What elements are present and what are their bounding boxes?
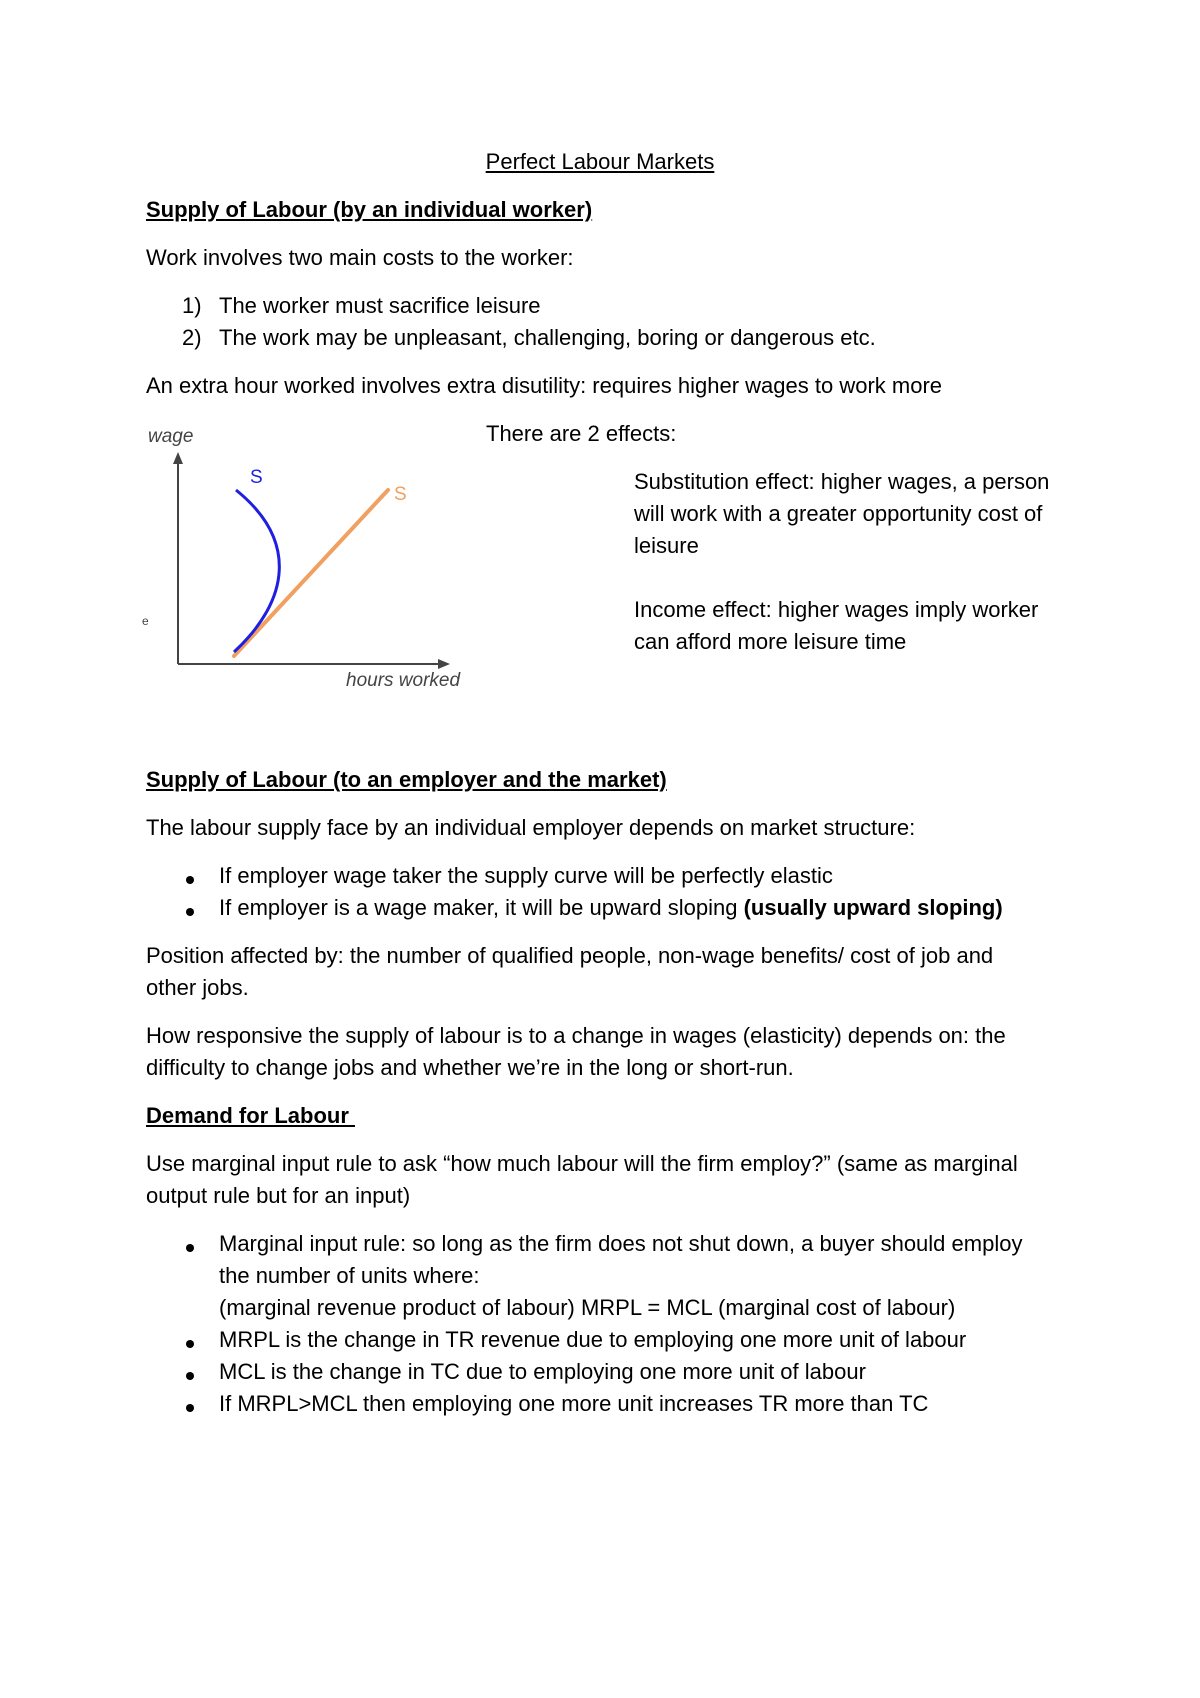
bullet-icon: [186, 908, 194, 916]
list-item-text: the number of units where:: [219, 1263, 480, 1288]
list-number: 2): [182, 325, 202, 350]
substitution-effect-line: Substitution effect: higher wages, a person: [634, 469, 1050, 494]
bullet-icon: [186, 1244, 194, 1252]
bullet-icon: [186, 1372, 194, 1380]
supply-curve-upward: [234, 490, 388, 656]
list-item: [182, 322, 202, 354]
bullet-icon: [186, 1340, 194, 1348]
income-effect-line: can afford more leisure time: [634, 629, 907, 654]
income-effect-line: Income effect: higher wages imply worker: [634, 597, 1039, 622]
curve-label-blue: S: [250, 467, 263, 488]
paragraph-position: Position affected by: the number of qualified people, non-wage benefits/ cost of job and: [146, 943, 994, 968]
x-axis-arrow: [438, 659, 450, 669]
list-item-text: MRPL is the change in TR revenue due to employing one more unit of labour: [219, 1327, 967, 1352]
paragraph-disutility: An extra hour worked involves extra disutility: requires higher wages to work more: [146, 373, 943, 398]
bullet-icon: [186, 876, 194, 884]
paragraph-costs-intro: Work involves two main costs to the worker:: [146, 245, 574, 270]
section-heading-market-supply: Supply of Labour (to an employer and the market): [146, 767, 667, 792]
effects-intro: There are 2 effects:: [486, 421, 677, 446]
list-number: 1): [182, 293, 202, 318]
stray-mark: e: [142, 614, 149, 628]
paragraph-marginal-input: Use marginal input rule to ask “how much labour will the firm employ?” (same as marginal: [146, 1151, 1018, 1176]
paragraph-elasticity: How responsive the supply of labour is to a change in wages (elasticity) depends on: the: [146, 1023, 1006, 1048]
list-item-text: If employer wage taker the supply curve will be perfectly elastic: [219, 863, 833, 888]
bullet-icon: [186, 1404, 194, 1412]
list-item-text: The work may be unpleasant, challenging, boring or dangerous etc.: [219, 325, 876, 350]
y-axis-arrow: [173, 452, 183, 464]
substitution-effect-line: leisure: [634, 533, 699, 558]
list-item-text: (marginal revenue product of labour) MRPL = MCL (marginal cost of labour): [219, 1295, 956, 1320]
paragraph-position: other jobs.: [146, 975, 249, 1000]
section-heading-individual-supply: Supply of Labour (by an individual worker): [146, 197, 593, 222]
labour-supply-chart: [140, 420, 480, 700]
section-heading-demand: Demand for Labour: [146, 1103, 356, 1128]
list-item: [219, 860, 833, 892]
list-item: [219, 892, 1003, 924]
list-item-text: MCL is the change in TC due to employing one more unit of labour: [219, 1359, 866, 1384]
x-axis-label: hours worked: [346, 670, 461, 691]
y-axis-label: wage: [148, 426, 194, 447]
paragraph-marginal-input: output rule but for an input): [146, 1183, 411, 1208]
curve-label-orange: S: [394, 484, 407, 505]
list-item-text: If employer is a wage maker, it will be upward sloping: [219, 895, 744, 920]
paragraph-market-structure: The labour supply face by an individual employer depends on market structure:: [146, 815, 916, 840]
substitution-effect-line: will work with a greater opportunity cost of: [634, 501, 1043, 526]
supply-curve-backward-bending: [234, 490, 279, 652]
list-item-text: Marginal input rule: so long as the firm does not shut down, a buyer should employ: [219, 1231, 1023, 1256]
list-item-text: The worker must sacrifice leisure: [219, 293, 541, 318]
list-item-text: If MRPL>MCL then employing one more unit increases TR more than TC: [219, 1391, 929, 1416]
page-title: Perfect Labour Markets: [485, 149, 715, 174]
list-item: [182, 290, 202, 322]
list-item-emphasis: (usually upward sloping): [743, 895, 1003, 920]
paragraph-elasticity: difficulty to change jobs and whether we’re in the long or short-run.: [146, 1055, 794, 1080]
